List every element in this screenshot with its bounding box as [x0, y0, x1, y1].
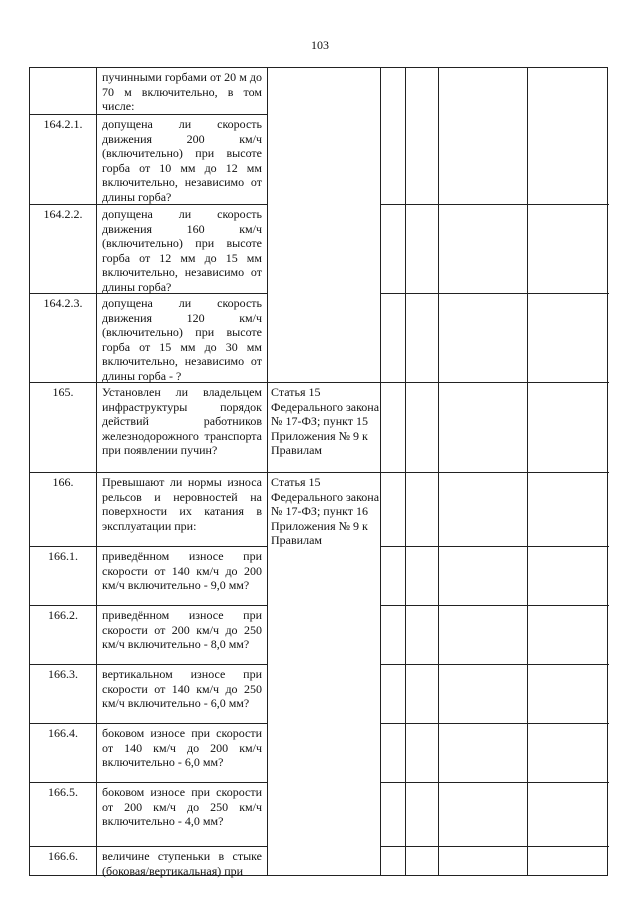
question-text: боковом износе при скорости от 140 км/ч до 200 км/ч включительно - 6,0 мм?: [102, 726, 262, 770]
row-divider: [380, 664, 609, 665]
row-divider: [30, 723, 267, 724]
item-number: 166.1.: [48, 549, 78, 563]
row-divider: [380, 723, 609, 724]
item-number: 166.5.: [48, 785, 78, 799]
row-divider: [30, 782, 267, 783]
item-number: 165.: [52, 385, 74, 399]
item-number: 166.4.: [48, 726, 78, 740]
item-number: 166.3.: [48, 667, 78, 681]
item-number: 166.2.: [48, 608, 78, 622]
page-number: 103: [311, 38, 329, 52]
row-divider: [380, 293, 609, 294]
question-text: допущена ли скорость движения 120 км/ч (включительно) при высоте горба от 15 мм до 30 мм включительно, независимо от длины горба - ?: [102, 296, 262, 383]
checklist-table: [29, 67, 608, 876]
legal-reference: Статья 15 Федерального закона № 17-ФЗ; пункт 15 Приложения № 9 к Правилам: [271, 385, 380, 458]
question-text: приведённом износе при скорости от 140 км/ч до 200 км/ч включительно - 9,0 мм?: [102, 549, 262, 593]
row-divider: [380, 605, 609, 606]
item-number: 166.6.: [48, 849, 78, 863]
question-text: Превышают ли нормы износа рельсов и неровностей на поверхности их катания в эксплуатации при:: [102, 475, 262, 533]
row-divider: [30, 472, 609, 473]
row-divider: [30, 846, 267, 847]
question-text: допущена ли скорость движения 200 км/ч (включительно) при высоте горба от 10 мм до 12 мм включительно, независимо от длины горба?: [102, 117, 262, 204]
row-divider: [30, 664, 267, 665]
row-divider: [30, 546, 267, 547]
legal-reference: Статья 15 Федерального закона № 17-ФЗ; пункт 16 Приложения № 9 к Правилам: [271, 475, 380, 548]
item-number: 164.2.1.: [43, 117, 83, 131]
row-divider: [30, 605, 267, 606]
question-text: Установлен ли владельцем инфраструктуры порядок действий работников железнодорожного транспорта при появлении пучин?: [102, 385, 262, 458]
question-text: пучинными горбами от 20 м до 70 м включительно, в том числе:: [102, 70, 262, 114]
row-divider: [380, 546, 609, 547]
row-divider: [30, 114, 267, 115]
question-text: вертикальном износе при скорости от 140 км/ч до 250 км/ч включительно - 6,0 мм?: [102, 667, 262, 711]
question-text: допущена ли скорость движения 160 км/ч (включительно) при высоте горба от 12 мм до 15 мм включительно, независимо от длины горба?: [102, 207, 262, 294]
item-number: 164.2.3.: [43, 296, 83, 310]
question-text: приведённом износе при скорости от 200 км/ч до 250 км/ч включительно - 8,0 мм?: [102, 608, 262, 652]
item-number: 166.: [52, 475, 74, 489]
item-number: 164.2.2.: [43, 207, 83, 221]
row-divider: [380, 204, 609, 205]
question-text: боковом износе при скорости от 200 км/ч до 250 км/ч включительно - 4,0 мм?: [102, 785, 262, 829]
row-divider: [380, 782, 609, 783]
row-divider: [380, 846, 609, 847]
question-text: величине ступеньки в стыке (боковая/вертикальная) при: [102, 849, 262, 878]
